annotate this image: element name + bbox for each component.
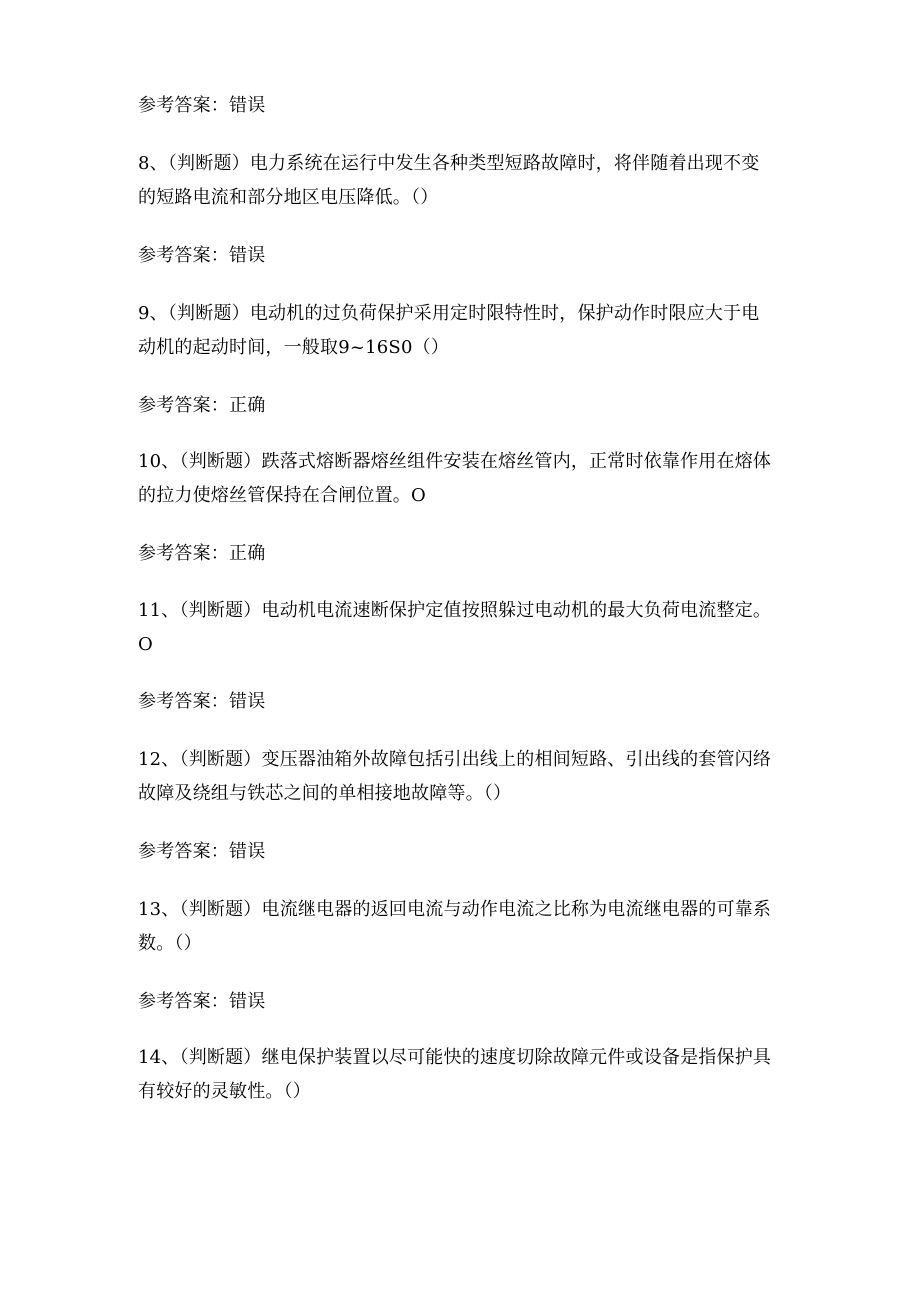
question-9-line-1: 9、（判断题）电动机的过负荷保护采用定时限特性时，保护动作时限应大于电 [138,303,760,324]
question-11-line-2: O [138,634,153,655]
question-13-line-1: 13、（判断题）电流继电器的返回电流与动作电流之比称为电流继电器的可靠系 [138,899,772,920]
question-9-line-2: 动机的起动时间，一般取9~16S0（） [138,337,450,358]
answer-line-7: 参考答案：错误 [138,95,266,116]
question-10-line-2: 的拉力使熔丝管保持在合闸位置。O [138,485,426,506]
answer-line-9: 参考答案：正确 [138,395,266,416]
question-8-line-1: 8、（判断题）电力系统在运行中发生各种类型短路故障时，将伴随着出现不变 [138,153,760,174]
question-13-line-2: 数。（） [138,933,202,954]
question-12-line-2: 故障及绕组与铁芯之间的单相接地故障等。（） [138,783,512,804]
question-10-line-1: 10、（判断题）跌落式熔断器熔丝组件安装在熔丝管内，正常时依靠作用在熔体 [138,451,772,472]
answer-line-10: 参考答案：正确 [138,543,266,564]
question-14-line-2: 有较好的灵敏性。（） [138,1081,311,1102]
answer-line-8: 参考答案：错误 [138,245,266,266]
answer-line-12: 参考答案：错误 [138,841,266,862]
question-8-line-2: 的短路电流和部分地区电压降低。（） [138,187,439,208]
answer-line-11: 参考答案：错误 [138,691,266,712]
question-12-line-1: 12、（判断题）变压器油箱外故障包括引出线上的相间短路、引出线的套管闪络 [138,749,772,770]
answer-line-13: 参考答案：错误 [138,991,266,1012]
question-14-line-1: 14、（判断题）继电保护装置以尽可能快的速度切除故障元件或设备是指保护具 [138,1047,772,1068]
question-11-line-1: 11、（判断题）电动机电流速断保护定值按照躲过电动机的最大负荷电流整定。 [138,600,772,621]
